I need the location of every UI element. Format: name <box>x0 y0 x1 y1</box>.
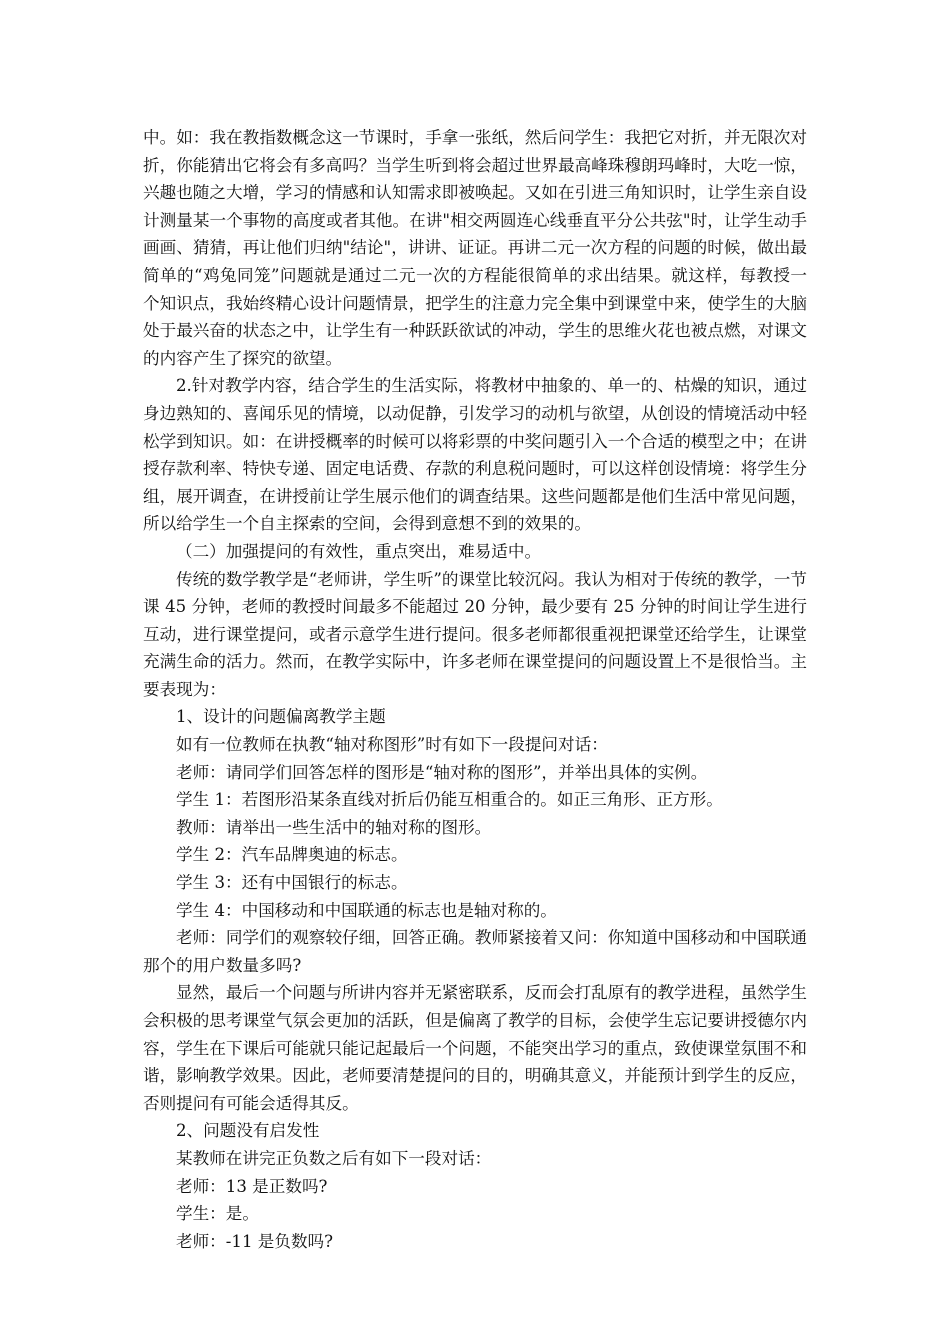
dialog-line: 老师：同学们的观察较仔细，回答正确。教师紧接着又问：你知道中国移动和中国联通那个的用户数量多吗? <box>143 928 807 975</box>
dialog-line: 老师：请同学们回答怎样的图形是“轴对称的图形”，并举出具体的实例。 <box>176 762 708 782</box>
subsection-heading: 1、设计的问题偏离教学主题 <box>176 707 386 727</box>
paragraph: 2.针对教学内容，结合学生的生活实际，将教材中抽象的、单一的、枯燥的知识，通过身边熟知的、喜闻乐见的情境，以动促静，引发学习的动机与欲望，从创设的情境活动中轻松学到知识。如：在讲授概率的时候可以将彩票的中奖问题引入一个合适的模型之中；在讲授存款利率、特快专递、固定电话费、存款的利息税问题时，可以这样创设情境：将学生分组，展开调查，在讲授前让学生展示他们的调查结果。这些问题都是他们生活中常见问题，所以给学生一个自主探索的空间，会得到意想不到的效果的。 <box>143 376 807 534</box>
dialog-line: 老师：-11 是负数吗? <box>176 1231 334 1251</box>
paragraph: 显然，最后一个问题与所讲内容并无紧密联系，反而会打乱原有的教学进程，虽然学生会积极的思考课堂气氛会更加的活跃，但是偏离了教学的目标，会使学生忘记要讲授德尔内容，学生在下课后可能就只能记起最后一个问题，不能突出学习的重点，致使课堂氛围不和谐，影响教学效果。因此，老师要清楚提问的目的，明确其意义，并能预计到学生的反应，否则提问有可能会适得其反。 <box>143 983 807 1113</box>
paragraph: 如有一位教师在执教“轴对称图形”时有如下一段提问对话： <box>176 735 608 755</box>
section-heading: （二）加强提问的有效性，重点突出，难易适中。 <box>176 541 542 561</box>
dialog-line: 学生：是。 <box>176 1204 259 1224</box>
dialog-line: 学生 1：若图形沿某条直线对折后仍能互相重合的。如正三角形、正方形。 <box>176 790 723 810</box>
paragraph: 某教师在讲完正负数之后有如下一段对话： <box>176 1148 492 1168</box>
subsection-heading: 2、问题没有启发性 <box>176 1121 320 1141</box>
dialog-line: 学生 4：中国移动和中国联通的标志也是轴对称的。 <box>176 900 557 920</box>
document-body <box>143 124 807 1255</box>
dialog-line: 教师：请举出一些生活中的轴对称的图形。 <box>176 817 492 837</box>
dialog-line: 学生 3：还有中国银行的标志。 <box>176 873 408 893</box>
dialog-line: 老师：13 是正数吗? <box>176 1176 328 1196</box>
paragraph: 传统的数学教学是“老师讲，学生听”的课堂比较沉闷。我认为相对于传统的教学，一节课 45 分钟，老师的教授时间最多不能超过 20 分钟，最少要有 25 分钟的时间让学生进行互动，进行课堂提问，或者示意学生进行提问。很多老师都很重视把课堂还给学生，让课堂充满生命的活力。然而，在教学实际中，许多老师在课堂提问的问题设置上不是很恰当。主要表现为： <box>143 569 807 699</box>
dialog-line: 学生 2：汽车品牌奥迪的标志。 <box>176 845 408 865</box>
paragraph: 中。如：我在教指数概念这一节课时，手拿一张纸，然后问学生：我把它对折，并无限次对折，你能猜出它将会有多高吗？当学生听到将会超过世界最高峰珠穆朗玛峰时，大吃一惊，兴趣也随之大增，学习的情感和认知需求即被唤起。又如在引进三角知识时，让学生亲自设计测量某一个事物的高度或者其他。在讲"相交两圆连心线垂直平分公共弦"时，让学生动手画画、猜猜，再让他们归纳"结论"，讲讲、证证。再讲二元一次方程的问题的时候，做出最简单的“鸡兔同笼”问题就是通过二元一次的方程能很简单的求出结果。就这样，每教授一个知识点，我始终精心设计问题情景，把学生的注意力完全集中到课堂中来，使学生的大脑处于最兴奋的状态之中，让学生有一种跃跃欲试的冲动，学生的思维火花也被点燃，对课文的内容产生了探究的欲望。 <box>143 128 807 368</box>
